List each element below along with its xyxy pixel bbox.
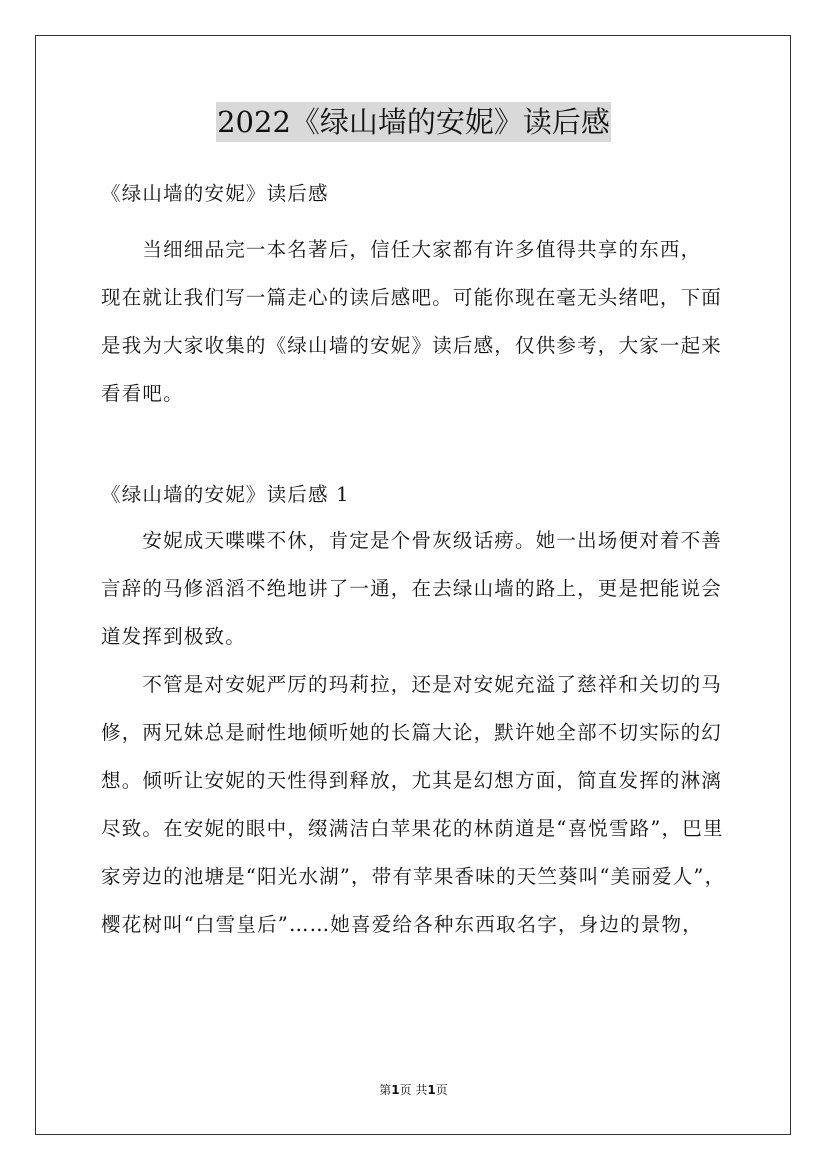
intro-line: 现在就让我们写一篇走心的读后感吧。可能你现在毫无头绪吧，下面	[101, 286, 723, 309]
intro-line: 是我为大家收集的《绿山墙的安妮》读后感，仅供参考，大家一起来	[101, 334, 723, 357]
paragraph-line: 安妮成天喋喋不休，肯定是个骨灰级话痨。她一出场便对着不善	[101, 529, 723, 552]
paragraph-line: 尽致。在安妮的眼中，缀满洁白苹果花的林荫道是“喜悦雪路”，巴里	[101, 817, 724, 840]
document-subtitle: 《绿山墙的安妮》读后感	[101, 182, 329, 205]
page-current: 1	[391, 1083, 400, 1097]
paragraph-line: 家旁边的池塘是“阳光水湖”，带有苹果香味的天竺葵叫“美丽爱人”，	[101, 865, 726, 888]
paragraph-line: 想。倾听让安妮的天性得到释放，尤其是幻想方面，简直发挥的淋漓	[101, 769, 723, 792]
page-prefix: 第	[379, 1083, 392, 1097]
page-total: 1	[427, 1083, 436, 1097]
paragraph-2	[101, 661, 741, 949]
paragraph-1	[101, 517, 741, 661]
intro-paragraph	[101, 226, 741, 418]
document-title: 2022《绿山墙的安妮》读后感	[216, 102, 611, 142]
paragraph-line: 言辞的马修滔滔不绝地讲了一通，在去绿山墙的路上，更是把能说会	[101, 577, 723, 600]
paragraph-line: 不管是对安妮严厉的玛莉拉，还是对安妮充溢了慈祥和关切的马	[101, 673, 723, 696]
page-mid: 页 共	[399, 1083, 428, 1097]
paragraph-line: 樱花树叫“白雪皇后”……她喜爱给各种东西取名字，身边的景物，	[101, 913, 703, 936]
section-heading: 《绿山墙的安妮》读后感 1	[101, 483, 350, 506]
document-body	[101, 172, 741, 949]
paragraph-line: 修，两兄妹总是耐性地倾听她的长篇大论，默许她全部不切实际的幻	[101, 721, 723, 744]
page-suffix: 页	[435, 1083, 448, 1097]
title-container	[0, 102, 827, 142]
intro-line: 看看吧。	[101, 382, 184, 405]
intro-line: 当细细品完一本名著后，信任大家都有许多值得共享的东西，	[101, 238, 702, 261]
paragraph-line: 道发挥到极致。	[101, 625, 246, 648]
page-footer	[0, 1080, 827, 1100]
